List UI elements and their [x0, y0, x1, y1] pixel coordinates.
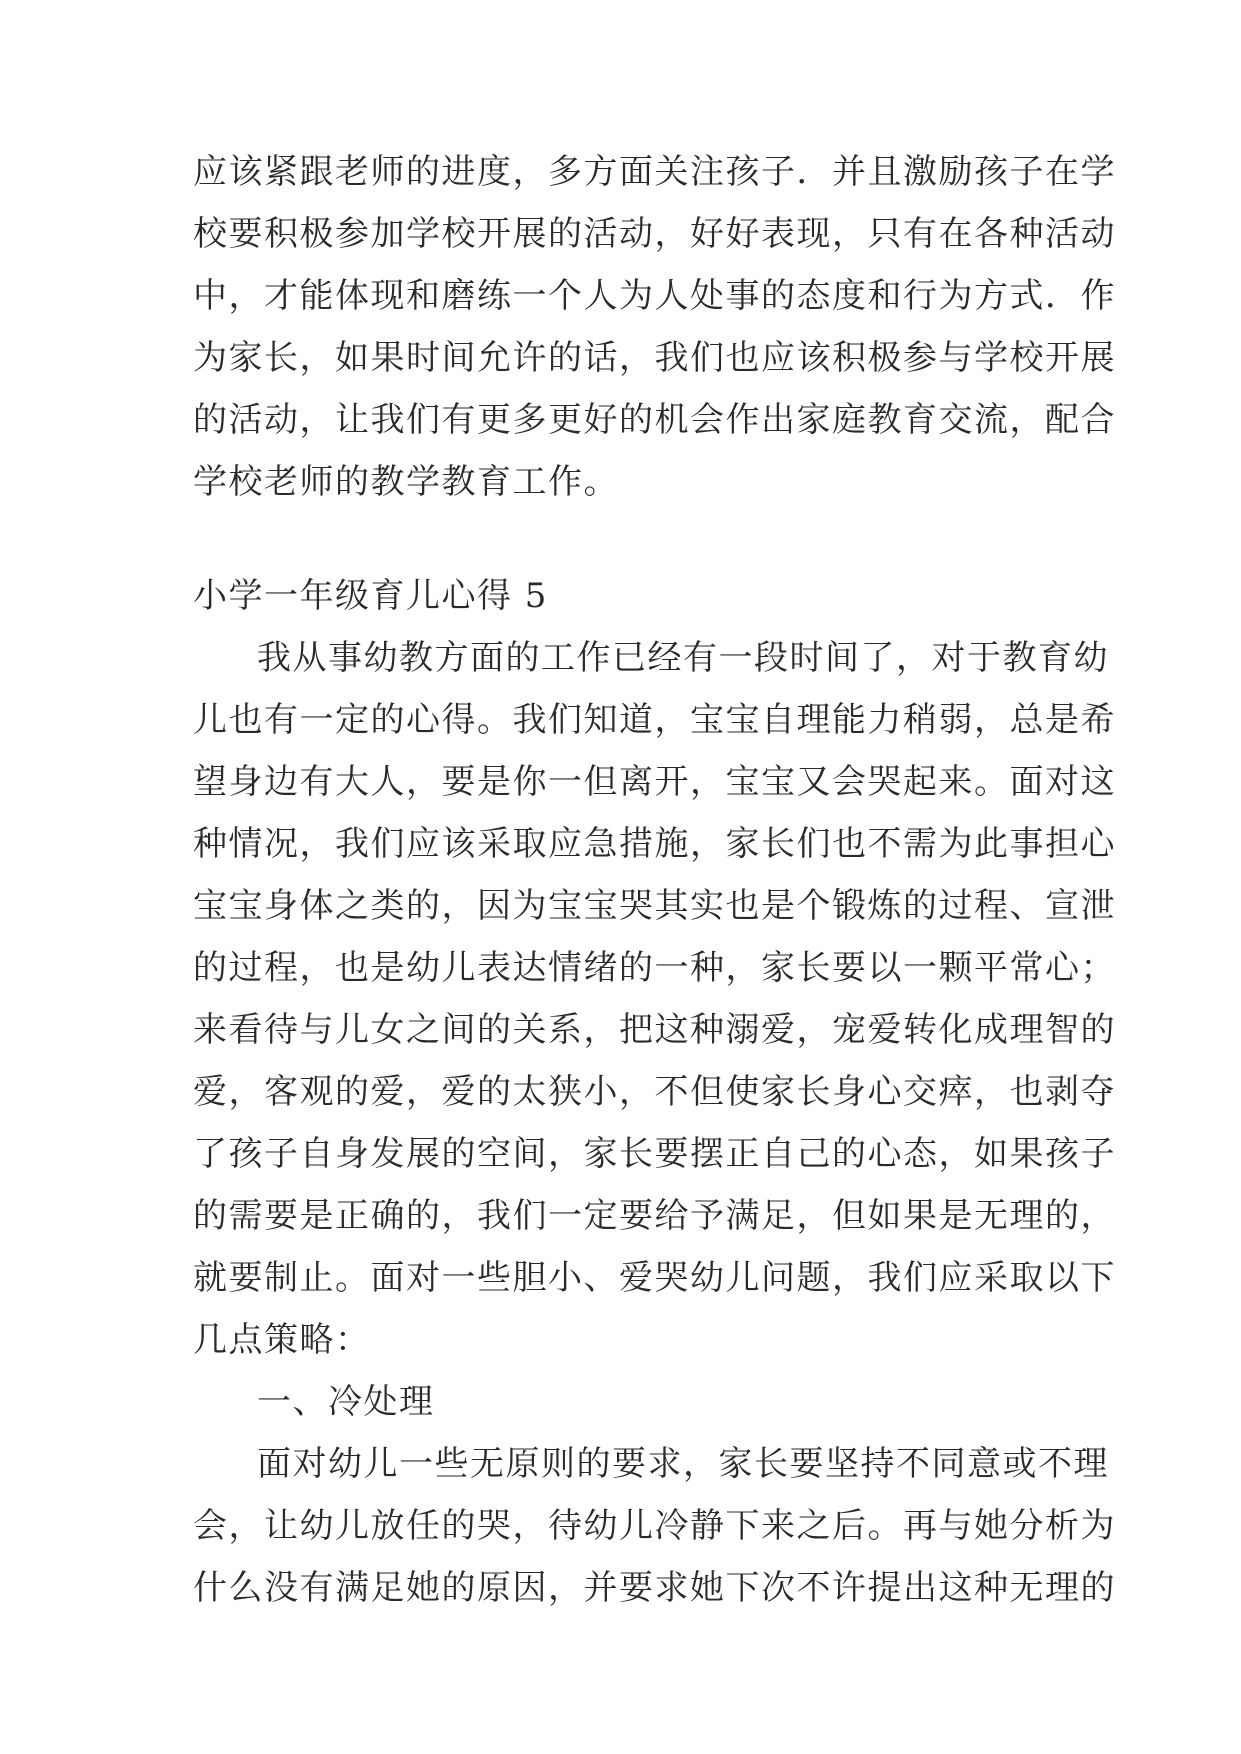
paragraph-line: 就要制止。面对一些胆小、爱哭幼儿问题，我们应采取以下 [193, 1258, 1116, 1298]
paragraph-line: 的需要是正确的，我们一定要给予满足，但如果是无理的， [193, 1196, 1116, 1236]
paragraph-line: 几点策略： [193, 1320, 371, 1360]
paragraph-line: 种情况，我们应该采取应急措施，家长们也不需为此事担心 [193, 824, 1116, 864]
paragraph-line: 学校老师的教学教育工作。 [193, 462, 619, 502]
paragraph-line: 的活动，让我们有更多更好的机会作出家庭教育交流，配合 [193, 400, 1116, 440]
subheading: 一、冷处理 [257, 1382, 435, 1422]
paragraph-line: 来看待与儿女之间的关系，把这种溺爱，宠爱转化成理智的 [193, 1010, 1116, 1050]
paragraph-line: 我从事幼教方面的工作已经有一段时间了，对于教育幼 [257, 638, 1109, 678]
paragraph-line: 中，才能体现和磨练一个人为人处事的态度和行为方式．作 [193, 276, 1116, 316]
paragraph-line: 的过程，也是幼儿表达情绪的一种，家长要以一颗平常心； [193, 948, 1116, 988]
paragraph-line: 了孩子自身发展的空间，家长要摆正自己的心态，如果孩子 [193, 1134, 1116, 1174]
section-title: 小学一年级育儿心得 5 [193, 576, 548, 616]
paragraph-line: 望身边有大人，要是你一但离开，宝宝又会哭起来。面对这 [193, 762, 1116, 802]
paragraph-line: 爱，客观的爱，爱的太狭小，不但使家长身心交瘁，也剥夺 [193, 1072, 1116, 1112]
paragraph-line: 为家长，如果时间允许的话，我们也应该积极参与学校开展 [193, 338, 1116, 378]
paragraph-line: 校要积极参加学校开展的活动，好好表现，只有在各种活动 [193, 214, 1116, 254]
paragraph-line: 儿也有一定的心得。我们知道，宝宝自理能力稍弱，总是希 [193, 700, 1116, 740]
paragraph-line: 面对幼儿一些无原则的要求，家长要坚持不同意或不理 [257, 1444, 1109, 1484]
paragraph-line: 什么没有满足她的原因，并要求她下次不许提出这种无理的 [193, 1568, 1116, 1608]
paragraph-line: 会，让幼儿放任的哭，待幼儿冷静下来之后。再与她分析为 [193, 1506, 1116, 1546]
paragraph-line: 应该紧跟老师的进度，多方面关注孩子．并且激励孩子在学 [193, 152, 1116, 192]
paragraph-line: 宝宝身体之类的，因为宝宝哭其实也是个锻炼的过程、宣泄 [193, 886, 1116, 926]
